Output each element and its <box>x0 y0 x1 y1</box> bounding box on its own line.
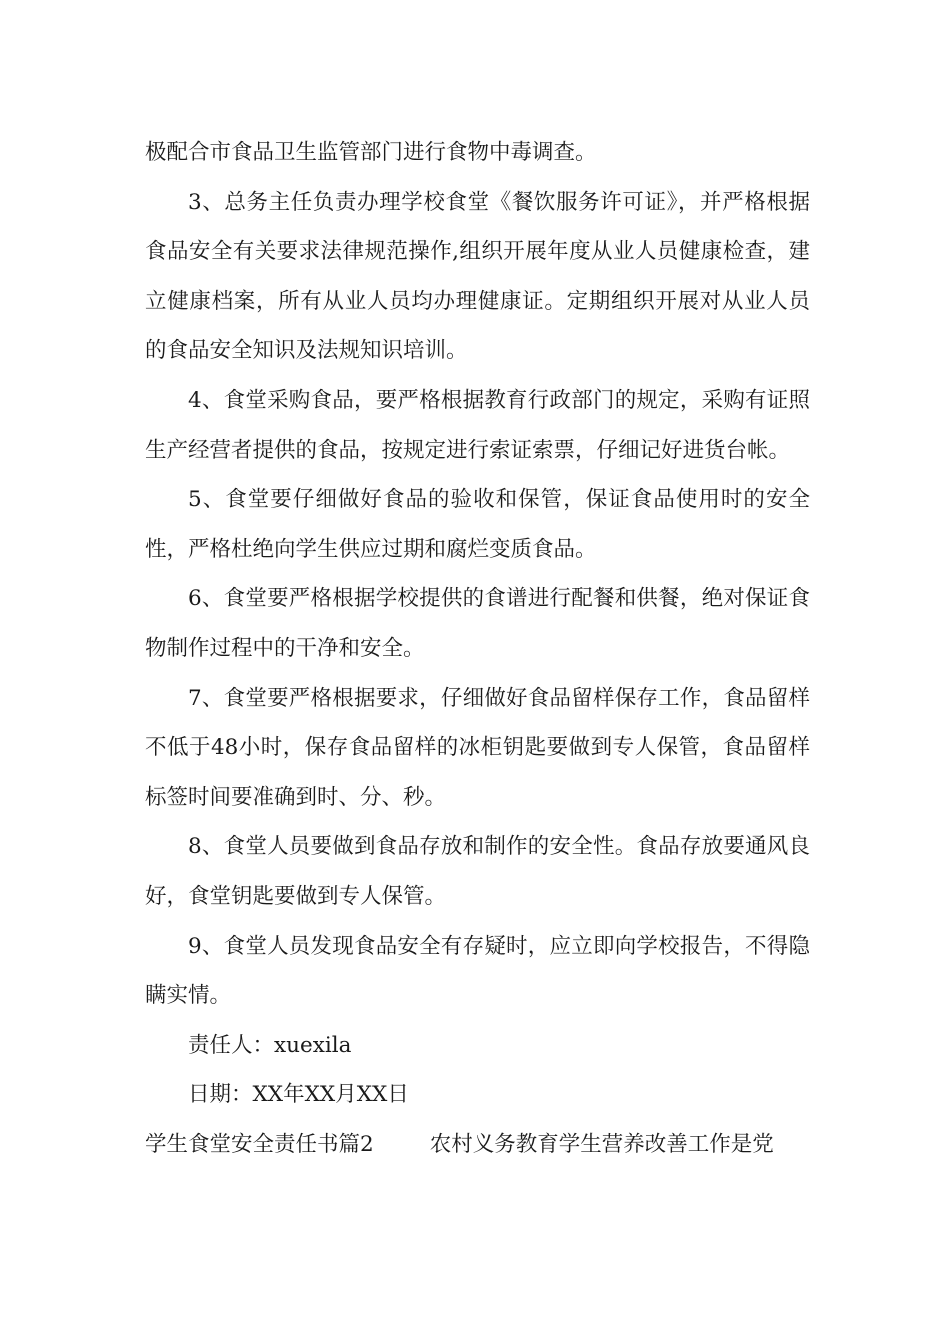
next-section-lead: 农村义务教育学生营养改善工作是党 <box>429 1131 774 1157</box>
signature-responsible: 责任人：xuexila <box>188 1032 352 1058</box>
paragraph-item-9: 9、食堂人员发现食品安全有存疑时，应立即向学校报告，不得隐瞒实情。 <box>145 933 810 1009</box>
next-section-line <box>145 1120 810 1170</box>
paragraph-item-3: 3、总务主任负责办理学校食堂《餐饮服务许可证》，并严格根据食品安全有关要求法律规范操作,组织开展年度从业人员健康检查，建立健康档案，所有从业人员均办理健康证。定期组织开展对从业人员的食品安全知识及法规知识培训。 <box>145 189 810 364</box>
next-section-heading: 学生食堂安全责任书篇2 <box>145 1131 374 1157</box>
paragraph-item-6: 6、食堂要严格根据学校提供的食谱进行配餐和供餐，绝对保证食物制作过程中的干净和安全。 <box>145 586 810 661</box>
paragraph-item-4: 4、食堂采购食品，要严格根据教育行政部门的规定，采购有证照生产经营者提供的食品，按规定进行索证索票，仔细记好进货台帐。 <box>145 387 810 463</box>
paragraph-item-5: 5、食堂要仔细做好食品的验收和保管，保证食品使用时的安全性，严格杜绝向学生供应过期和腐烂变质食品。 <box>145 487 810 562</box>
paragraph-item-8: 8、食堂人员要做到食品存放和制作的安全性。食品存放要通风良好，食堂钥匙要做到专人保管。 <box>145 834 810 909</box>
signature-date: 日期：XX年XX月XX日 <box>188 1082 409 1108</box>
document-body <box>145 128 810 1169</box>
paragraph-continued: 极配合市食品卫生监管部门进行食物中毒调查。 <box>145 140 597 165</box>
paragraph-item-7: 7、食堂要严格根据要求，仔细做好食品留样保存工作，食品留样不低于48小时，保存食品留样的冰柜钥匙要做到专人保管，食品留样标签时间要准确到时、分、秒。 <box>145 685 810 810</box>
